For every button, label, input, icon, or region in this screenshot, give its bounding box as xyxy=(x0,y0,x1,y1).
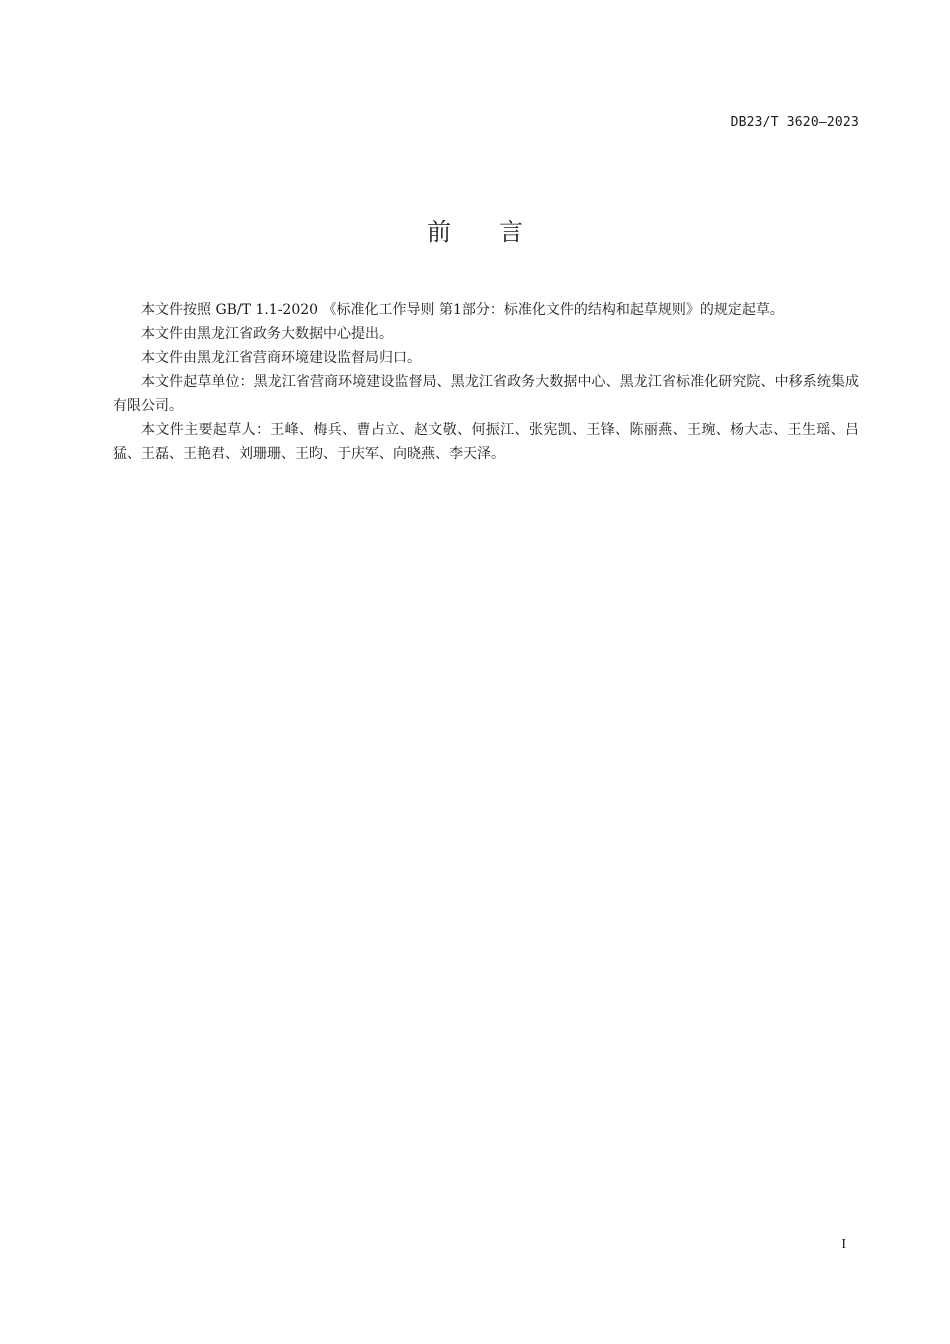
paragraph-drafting-rules: 本文件按照 GB/T 1.1-2020 《标准化工作导则 第1部分：标准化文件的结构和起草规则》的规定起草。 xyxy=(141,302,784,318)
paragraph-proposer: 本文件由黑龙江省政务大数据中心提出。 xyxy=(141,326,393,342)
page-number: I xyxy=(841,1237,846,1252)
page-title: 前言 xyxy=(427,218,571,246)
paragraph-main-drafters: 本文件主要起草人：王峰、梅兵、曹占立、赵文敬、何振江、张宪凯、王锋、陈丽燕、王琬、杨大志、王生瑶、吕猛、王磊、王艳君、刘珊珊、王昀、于庆军、向晓燕、李天泽。 xyxy=(113,422,859,462)
paragraph-administrator: 本文件由黑龙江省营商环境建设监督局归口。 xyxy=(141,350,421,366)
document-code: DB23/T 3620—2023 xyxy=(730,115,859,130)
foreword-body xyxy=(113,298,859,466)
paragraph-drafting-units: 本文件起草单位：黑龙江省营商环境建设监督局、黑龙江省政务大数据中心、黑龙江省标准化研究院、中移系统集成有限公司。 xyxy=(113,374,859,414)
